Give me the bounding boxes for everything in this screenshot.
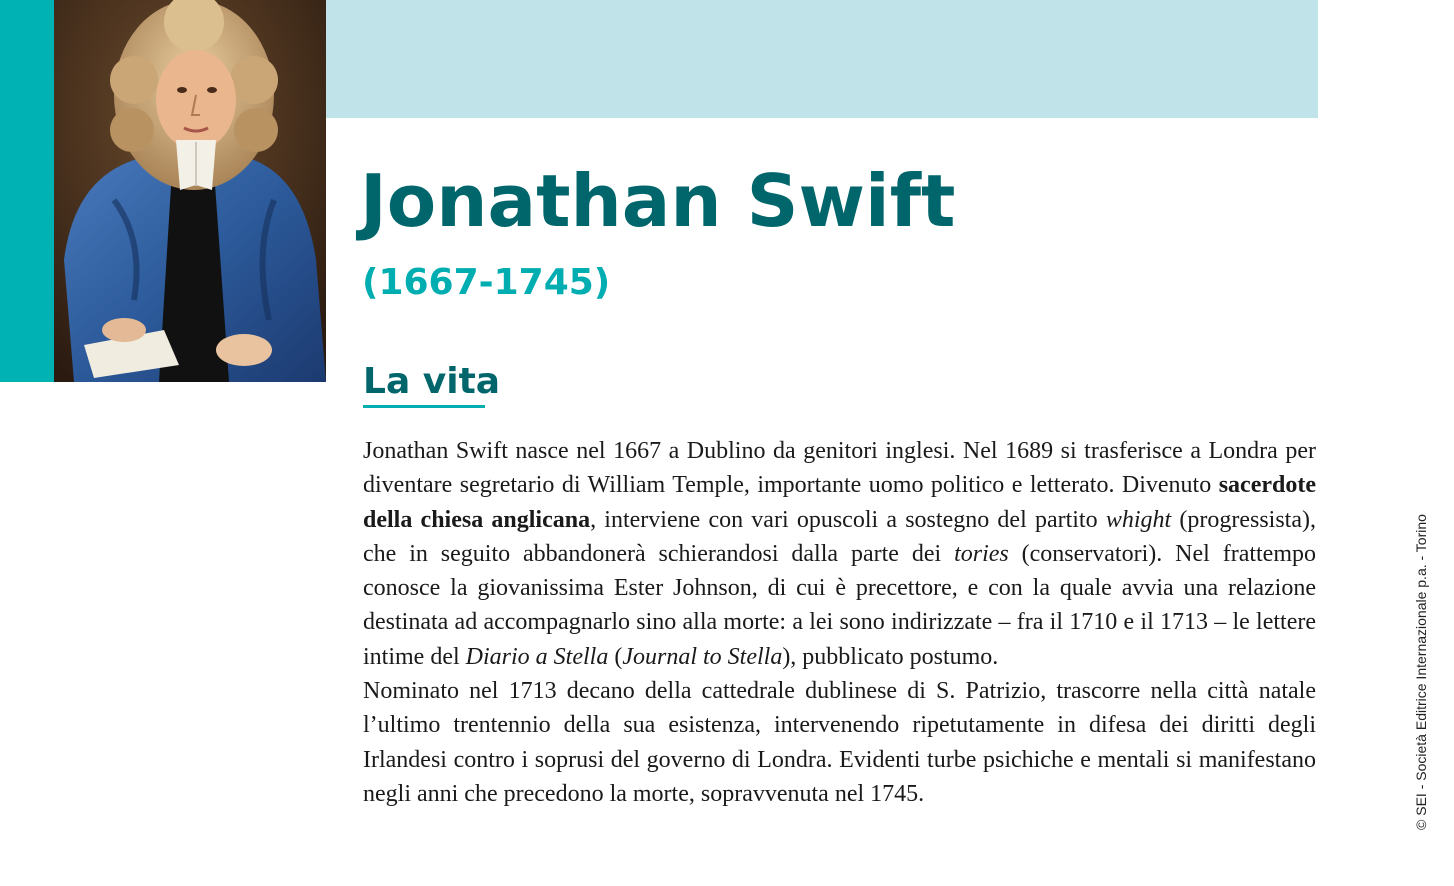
page-title: Jonathan Swift	[360, 159, 956, 243]
text-span: , interviene con vari opuscoli a sostegno del partito	[590, 506, 1106, 533]
bold-text: sacerdote della chiesa anglicana	[363, 472, 1316, 533]
italic-text: tories	[954, 540, 1009, 567]
biography-paragraph-2: Nominato nel 1713 decano della cattedrale dublinese di S. Patrizio, trascorre nella città natale l’ultimo trentennio della sua esistenza, intervenendo ripetutamente in difesa dei diritti degli Irlandesi contro i soprusi del governo di Londra. Evidenti turbe psichiche e mentali si manifestano negli anni che precedono la morte, sopravvenuta nel 1745.	[363, 678, 1316, 807]
portrait-image	[54, 0, 326, 382]
text-span: ), pubblicato postumo.	[782, 643, 999, 670]
italic-text: Journal to Stella	[622, 643, 783, 670]
copyright-notice: © SEI - Società Editrice Internazionale p.a. - Torino	[1413, 514, 1429, 830]
side-accent-bar	[0, 0, 54, 382]
text-span: Jonathan Swift nasce nel 1667 a Dublino da genitori inglesi. Nel 1689 si trasferisce a Londra per diventare segretario di William Temple, importante uomo politico e letterato. Divenuto	[363, 438, 1316, 499]
life-dates: (1667-1745)	[362, 262, 611, 303]
italic-text: Diario a Stella	[465, 643, 609, 670]
text-span: (conservatori). Nel frattempo conosce la giovanissima Ester Johnson, di cui è precettore, e con la quale avvia una relazione destinata ad accompagnarlo sino alla morte: a lei sono indirizzate – fra il 1710 e il 1713 – le lettere intime del	[363, 540, 1317, 670]
section-underline	[363, 405, 485, 408]
italic-text: whight	[1105, 506, 1172, 533]
text-span: (progressista), che in seguito abbandonerà schierandosi dalla parte dei	[363, 506, 1316, 567]
biography-paragraph-1	[363, 434, 1316, 674]
biography-text	[363, 434, 1316, 811]
section-heading: La vita	[363, 361, 501, 402]
text-span: (	[608, 643, 623, 670]
header-band	[326, 0, 1318, 118]
